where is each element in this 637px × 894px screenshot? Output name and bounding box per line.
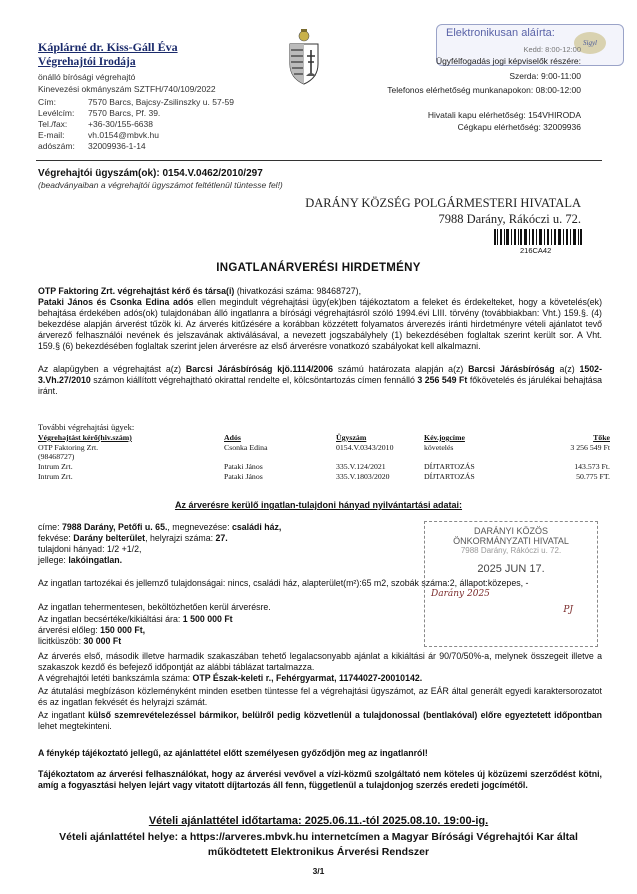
viewing-text: Az ingatlant — [38, 710, 89, 720]
table-cell-type: DÍJTARTOZÁS — [424, 472, 475, 481]
table-cell-amount: 50.775 FT. — [576, 472, 610, 481]
table-cell-case: 0154.V.0343/2010 — [336, 443, 394, 452]
utility-notice: Tájékoztatom az árverési felhasználókat, hogy az árverési vevővel a vízi-közmű szolgáltató nem köteles új közüzemi szerződést kötni, amíg a fogyasztási helyen lejárt vagy vitatott díjtartozás áll fenn, függetlenül a tulajdonjog szerzés eredeti jogcímétől. — [38, 769, 602, 790]
bailiff-name: Káplárné dr. Kiss-Gáll Éva — [38, 40, 178, 54]
table-cell-creditor: Intrum Zrt. — [38, 472, 73, 481]
bidding-period: Vételi ajánlattétel időtartama: 2025.06.11.-tól 2025.08.10. 19:00-ig. — [148, 815, 489, 827]
barcode-icon — [494, 229, 582, 245]
bidding-place-line-2: működtetett Elektronikus Árverési Rendszer — [207, 846, 430, 858]
bidding-place-line-1[interactable]: Vételi ajánlattétel helye: a https://arveres.mbvk.hu internetcímen a Magyar Bírósági Végrehajtói Kar által — [59, 831, 578, 843]
contact-value: +36-30/155-6638 — [88, 119, 153, 129]
viewing-text: lehet megtekinteni. — [38, 721, 112, 731]
intro-paragraph-1 — [38, 286, 602, 352]
contact-email[interactable]: vh.0154@mbvk.hu — [88, 130, 160, 140]
label: , megnevezése: — [167, 522, 232, 532]
table-header: Végrehajtást kérő(hiv.szám) — [38, 433, 132, 442]
court-name: Barcsi Járásbíróság — [468, 364, 555, 374]
barcode-number: 216CA42 — [520, 246, 552, 255]
document-title: INGATLANÁRVERÉSI HIRDETMÉNY — [216, 262, 421, 274]
contact-value: 7570 Barcs, Pf. 39. — [88, 108, 161, 118]
table-cell-debtor: Csonka Edina — [224, 443, 268, 452]
p2-text: a(z) — [554, 364, 580, 374]
bailiff-role: önálló bírósági végrehajtó — [38, 72, 136, 82]
other-cases-table — [38, 433, 610, 481]
company-gateway: Cégkapu elérhetőség: 32009936 — [457, 122, 581, 132]
property-address: 7988 Darány, Petőfi u. 65. — [61, 522, 168, 532]
appointment-number: Kinevezési okmányszám SZTFH/740/109/2022 — [38, 84, 216, 94]
label: árverési előleg: — [38, 625, 101, 635]
phone-hours: Telefonos elérhetőség munkanapokon: 08:00-12:00 — [387, 85, 581, 95]
principal-amount: 3 256 549 Ft — [417, 375, 468, 385]
table-cell-debtor: Pataki János — [224, 472, 263, 481]
auction-rounds: Az árverés első, második illetve harmadik szakaszában tehető legalacsonyabb ajánlat a kikiáltási ár 90/70/50%-a, melynek összegeit illetve a szakaszok kezdő és befejező időpontját az alábbi táblázat tartalmazza. — [38, 651, 602, 672]
stamp-line: ÖNKORMÁNYZATI HIVATAL — [453, 536, 569, 546]
table-header: Ügyszám — [336, 433, 367, 442]
table-cell-case: 335.V.124/2021 — [336, 462, 386, 471]
table-header: Kév.jogcíme — [424, 433, 465, 442]
case-number: Végrehajtói ügyszám(ok): 0154.V.0462/2010/297 — [38, 168, 263, 179]
table-cell-creditor: OTP Faktoring Zrt. (98468727) — [38, 443, 99, 461]
table-cell-type: DÍJTARTOZÁS — [424, 462, 475, 471]
handwritten-initials: PJ — [563, 605, 573, 615]
p2-text: számon kiállított végrehajtható okirattal rendelte el, kölcsöntartozás címen fennálló — [90, 375, 418, 385]
photo-notice: A fénykép tájékoztató jellegű, az ajánlattétel előtt személyesen győződjön meg az ingatlanról! — [38, 748, 428, 758]
received-stamp — [424, 521, 598, 647]
debtor-text: Pataki János és Csonka Edina adós — [38, 297, 194, 307]
other-cases-heading: További végrehajtási ügyek: — [38, 422, 135, 432]
property-features: Az ingatlan tartozékai és jellemző tulajdonságai: nincs, családi ház, alapterület(m²):65 m2, szobák száma:2, állapot:közepes, - — [38, 578, 529, 588]
property-section-title: Az árverésre kerülő ingatlan-tulajdoni hányad nyilvántartási adatai: — [174, 500, 463, 510]
creditor-text: OTP Faktoring Zrt. végrehajtást kérő és társa(i) — [38, 286, 235, 296]
property-type: családi ház, — [231, 522, 282, 532]
bid-increment: 30 000 Ft — [83, 636, 122, 646]
bank-account — [38, 673, 602, 684]
reference-text: (hivatkozási száma: 98468727), — [234, 286, 362, 296]
contact-value: 32009936-1-14 — [88, 141, 146, 151]
property-encumbrance: Az ingatlan tehermentesen, beköltözhetően kerül árverésre. — [38, 602, 271, 612]
table-cell-debtor: Pataki János — [224, 462, 263, 471]
auction-deposit: 150 000 Ft, — [100, 625, 146, 635]
property-prices — [38, 614, 418, 647]
recipient-address: 7988 Darány, Rákóczi u. 72. — [438, 212, 581, 226]
property-location: Darány belterület — [73, 533, 146, 543]
table-header: Tőke — [593, 433, 610, 442]
table-header: Adós — [224, 433, 241, 442]
table-cell-creditor: Intrum Zrt. — [38, 462, 73, 471]
contact-label: E-mail: — [38, 130, 65, 140]
label: címe: — [38, 522, 62, 532]
recipient-name: DARÁNY KÖZSÉG POLGÁRMESTERI HIVATALA — [305, 196, 581, 210]
contact-value: 7570 Barcs, Bajcsy-Zsilinszky u. 57-59 — [88, 97, 234, 107]
label: A végrehajtói letéti bankszámla száma: — [38, 673, 193, 683]
contact-label: adószám: — [38, 141, 75, 151]
ownership-share: tulajdoni hányad: 1/2 +1/2, — [38, 544, 142, 554]
stamp-date: 2025 JUN 17. — [477, 563, 545, 575]
contact-label: Levélcím: — [38, 108, 75, 118]
table-cell-amount: 143.573 Ft. — [574, 462, 610, 471]
case-note: (beadványaiban a végrehajtói ügyszámot feltétlenül tüntesse fel!) — [38, 180, 283, 190]
label: Az ingatlan becsértéke/kikiáltási ára: — [38, 614, 183, 624]
stamp-line: DARÁNYI KÖZÖS — [473, 526, 548, 536]
office-hours-wednesday: Szerda: 9:00-11:00 — [509, 71, 581, 81]
table-cell-case: 335.V.1803/2020 — [336, 472, 390, 481]
contact-label: Cím: — [38, 97, 56, 107]
handwritten-note: Darány 2025 — [431, 589, 490, 599]
divider — [36, 160, 602, 161]
page-number: 3/1 — [312, 866, 325, 876]
intro-body-text: ellen megindult végrehajtási ügy(ek)ben tájékoztatom a feleket és érdekelteket, hogy a követelés(ek) behajtása érdekében adós(ok) tulajdonában álló ingatlanra a bírósági végrehajtásról szóló 1994.évi LIII. törvény (továbbiakban: Vht.) 159.§. (4) bekezdése alapján árverést tűzök ki. Az árverés kitűzésére a korábban közzétett folyamatos árverezés iránti hirdetményre vételi ajánlatot tevő árverező felhasználói nevének és jelszavának aktiválásával, a nevezett jogszabályhely (1) bekezdésében foglaltak szerint került sor. A Vht. 159.§ (6) bekezdésében foglaltak szerint jelen árverésre az első árverésre vonatkozó szabályokat kell alkalmazni. — [38, 297, 603, 351]
office-hours-partial: Kedd: 8:00-12:00 — [523, 45, 581, 54]
contact-label: Tel./fax: — [38, 119, 68, 129]
viewing-bold: külső szemrevételezéssel bármikor, belülről pedig közvetlenül a tulajdonossal (bentlakóval) előre egyeztetett időpontban — [88, 710, 602, 720]
contact-block — [38, 97, 234, 151]
stamp-line: 7988 Darány, Rákóczi u. 72. — [460, 546, 562, 555]
label: , helyrajzi száma: — [145, 533, 216, 543]
electronic-signature-label: Elektronikusan aláírta: — [446, 27, 555, 39]
intro-paragraph-2 — [38, 364, 602, 397]
seal-icon: Sigyl — [574, 32, 606, 54]
coat-of-arms-icon — [284, 28, 324, 86]
property-details — [38, 522, 418, 566]
office-hours-title: Ügyfélfogadás jogi képviselők részére: — [435, 56, 581, 66]
table-cell-type: követelés — [424, 443, 454, 452]
court-decision: Barcsi Járásbíróság kjö.1114/2006 — [185, 364, 333, 374]
p2-text: Az alapügyben a végrehajtást a(z) — [38, 364, 186, 374]
bank-account-number: OTP Észak-keleti r., Fehérgyarmat, 11744027-20010142. — [192, 673, 423, 683]
label: fekvése: — [38, 533, 74, 543]
p2-text: főkövetelés és járulékai behajtása iránt. — [38, 375, 602, 396]
bailiff-office: Végrehajtói Irodája — [38, 56, 136, 68]
viewing-note — [38, 710, 602, 732]
gateway-address: Hivatali kapu elérhetőség: 154VHIRODA — [427, 110, 581, 120]
court-case-number: 1502-3.Vh.27/2010 — [38, 364, 602, 385]
label: licitküszöb: — [38, 636, 84, 646]
property-character: lakóingatlan. — [68, 555, 123, 565]
transfer-note: Az átutalási megbízáson közleményként minden esetben tüntesse fel a végrehajtási ügyszámot, az EÁR által generált egyedi karaktersorozatot és az ingatlan fekvését és helyrajzi számát. — [38, 686, 602, 707]
label: jellege: — [38, 555, 69, 565]
lot-number: 27. — [215, 533, 228, 543]
estimated-value: 1 500 000 Ft — [182, 614, 233, 624]
p2-text: számú határozata alapján a(z) — [333, 364, 469, 374]
table-cell-amount: 3 256 549 Ft — [570, 443, 610, 452]
